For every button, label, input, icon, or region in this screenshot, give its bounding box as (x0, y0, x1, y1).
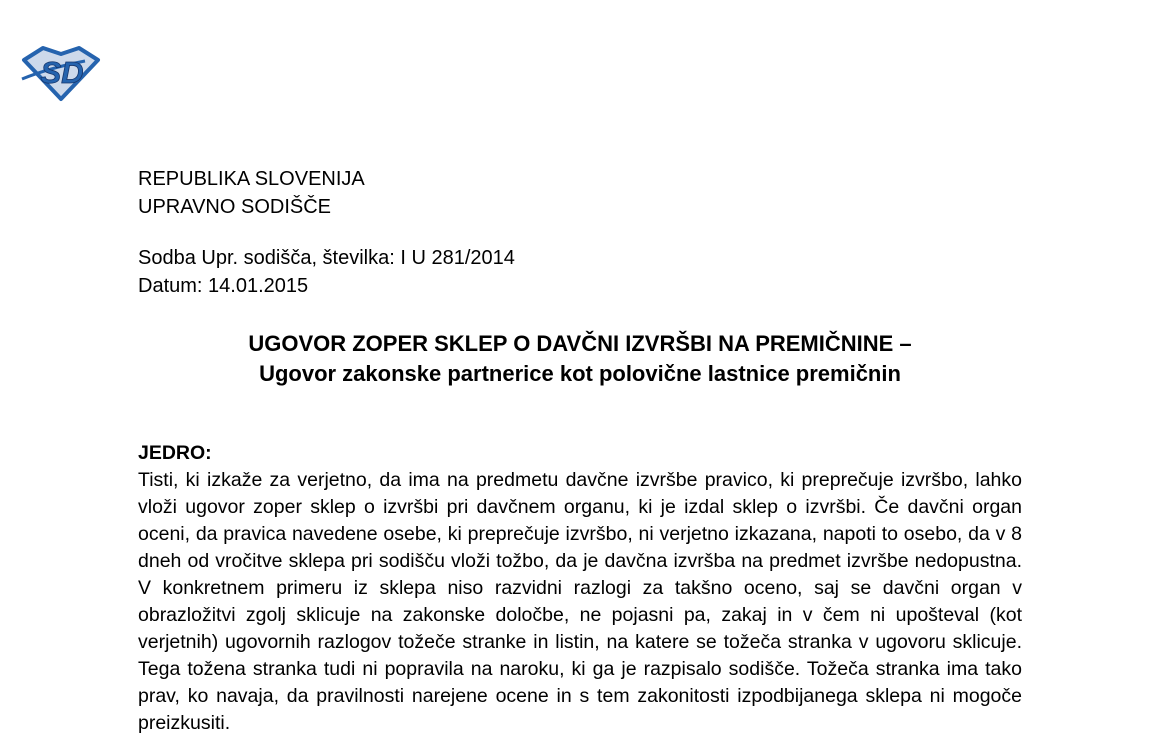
court-header (138, 165, 1022, 221)
case-info (138, 244, 1022, 300)
document-title-line2: Ugovor zakonske partnerice kot polovične lastnice premičnin (259, 361, 901, 386)
document-title-line1: UGOVOR ZOPER SKLEP O DAVČNI IZVRŠBI NA PREMIČNINE – (248, 331, 912, 356)
sd-diamond-logo-icon (21, 45, 101, 103)
case-date: Datum: 14.01.2015 (138, 275, 309, 297)
court-name: UPRAVNO SODIŠČE (138, 196, 331, 218)
core-text: Tisti, ki izkaže za verjetno, da ima na predmetu davčne izvršbe pravico, ki preprečuje izvršbo, lahko vloži ugovor zoper sklep o izvršbi pri davčnem organu, ki je izdal sklep o izvršbi. Če davčni organ oceni, da pravica navedene osebe, ki preprečuje izvršbo, ni verjetno izkazana, napoti to osebo, da v 8 dneh od vročitve sklepa pri sodišču vloži tožbo, da je davčna izvršba na predmet izvršbe nedopustna. V konkretnem primeru iz sklepa niso razvidni razlogi za takšno oceno, saj se davčni organ v obrazložitvi zgolj sklicuje na zakonske določbe, ne pojasni pa, zakaj in v čem ni upošteval (kot verjetnih) ugovornih razlogov tožeče stranke in listin, na katere se tožeča stranka v ugovoru sklicuje. Tega tožena stranka tudi ni popravila na naroku, ki ga je razpisalo sodišče. Tožeča stranka ima tako prav, ko navaja, da pravilnosti narejene ocene in s tem zakonitosti izpodbijanega sklepa ni mogoče preizkusiti. (138, 469, 1022, 734)
case-reference: Sodba Upr. sodišča, številka: I U 281/2014 (138, 247, 515, 269)
logo-letters: SD (40, 55, 84, 90)
document-title (138, 329, 1022, 389)
core-section (138, 440, 1022, 737)
core-heading: JEDRO: (138, 442, 212, 464)
country-name: REPUBLIKA SLOVENIJA (138, 168, 365, 190)
